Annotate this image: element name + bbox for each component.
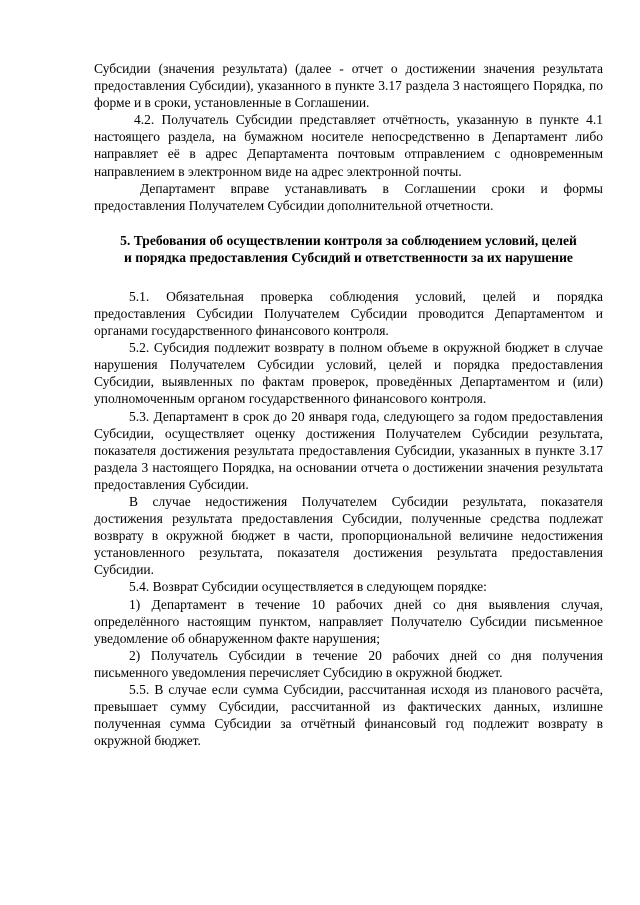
paragraph-department-rights: Департамент вправе устанавливать в Соглашении сроки и формы предоставления Получателем Субсидии дополнительной отчетности. — [94, 180, 603, 213]
paragraph-5-3-shortfall: В случае недостижения Получателем Субсидии результата, показателя достижения результата предоставления Субсидии, полученные средства подлежат возврату в окружной бюджет в части, пропорциональной величине недостижения установленного результата, показателя достижения результата предоставления Субсидии. — [94, 493, 603, 578]
paragraph-continuation: Субсидии (значения результата) (далее - отчет о достижении значения результата предоставления Субсидии), указанного в пункте 3.17 раздела 3 настоящего Порядка, по форме и в сроки, установленные в Соглашении. — [94, 61, 603, 111]
paragraph-5-3: 5.3. Департамент в срок до 20 января года, следующего за годом предоставления Субсидии, осуществляет оценку достижения Получателем Субсидии результата, показателя достижения результата предоставления Субсидии, указанных в пункте 3.17 раздела 3 настоящего Порядка, на основании отчета о достижении значения результата предоставления Субсидии. — [94, 408, 603, 492]
spacer — [94, 214, 603, 232]
paragraph-5-1: 5.1. Обязательная проверка соблюдения условий, целей и порядка предоставления Субсидии Получателем Субсидии проводится Департаментом и органами государственного финансового контроля. — [94, 288, 603, 339]
section-heading-line: и порядка предоставления Субсидий и ответственности за их нарушение — [124, 250, 573, 266]
spacer — [94, 267, 603, 288]
paragraph-4-2: 4.2. Получатель Субсидии представляет отчётность, указанную в пункте 4.1 настоящего раздела, на бумажном носителе непосредственно в Департамент либо направляет её в адрес Департамента почтовым отправлением с одновременным направлением в электронном виде на адрес электронной почты. — [94, 112, 603, 179]
document-page — [94, 60, 603, 749]
paragraph-5-5: 5.5. В случае если сумма Субсидии, рассчитанная исходя из планового расчёта, превышает сумму Субсидии, рассчитанной из фактических данных, излишне полученная сумма Субсидии за отчётный финансовый год подлежит возврату в окружной бюджет. — [94, 682, 603, 749]
paragraph-5-4-item-1: 1) Департамент в течение 10 рабочих дней со дня выявления случая, определённого настоящим пунктом, направляет Получателю Субсидии письменное уведомление об обнаруженном факте нарушения; — [94, 596, 603, 646]
paragraph-5-4-item-2: 2) Получатель Субсидии в течение 20 рабочих дней со дня получения письменного уведомления перечисляет Субсидию в окружной бюджет. — [94, 647, 603, 680]
section-5-body — [94, 288, 603, 750]
section-heading-line: 5. Требования об осуществлении контроля за соблюдением условий, целей — [120, 232, 577, 248]
paragraph-5-2: 5.2. Субсидия подлежит возврату в полном объеме в окружной бюджет в случае нарушения Получателем Субсидии условий, целей и порядка предоставления Субсидии, выявленных по фактам проверок, проведённых Департаментом и (или) уполномоченным органом государственного финансового контроля. — [94, 340, 603, 407]
section-5-heading — [94, 232, 603, 267]
paragraph-5-4: 5.4. Возврат Субсидии осуществляется в следующем порядке: — [129, 579, 487, 595]
